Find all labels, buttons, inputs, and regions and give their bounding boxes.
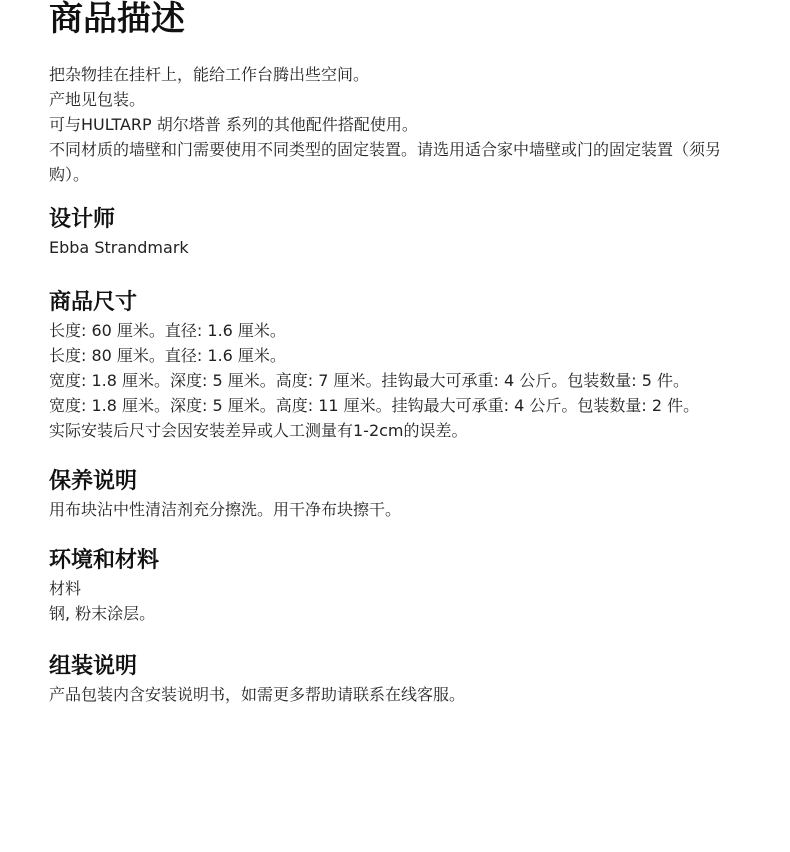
dimension-line: 长度: 60 厘米。直径: 1.6 厘米。 (49, 321, 286, 340)
environment-section (49, 546, 739, 626)
description-line: 不同材质的墙壁和门需要使用不同类型的固定装置。请选用适合家中墙壁或门的固定装置（须另购）。 (49, 140, 722, 184)
description-line: 产地见包装。 (49, 90, 146, 109)
care-heading: 保养说明 (49, 469, 138, 494)
care-text: 用布块沾中性清洁剂充分擦洗。用干净布块擦干。 (49, 500, 402, 519)
environment-heading: 环境和材料 (49, 548, 160, 573)
description-line: 可与HULTARP 胡尔塔普 系列的其他配件搭配使用。 (49, 115, 418, 134)
designer-name: Ebba Strandmark (49, 238, 189, 257)
designer-heading: 设计师 (49, 207, 116, 232)
dimension-line: 宽度: 1.8 厘米。深度: 5 厘米。高度: 7 厘米。挂钩最大可承重: 4 公斤。包装数量: 5 件。 (49, 371, 689, 390)
description-line: 把杂物挂在挂杆上，能给工作台腾出些空间。 (49, 65, 370, 84)
material-value: 钢, 粉末涂层。 (49, 604, 156, 623)
dimensions-section (49, 288, 739, 443)
dimensions-heading: 商品尺寸 (49, 290, 138, 315)
page-title: 商品描述 (49, 0, 185, 39)
assembly-text: 产品包装内含安装说明书，如需更多帮助请联系在线客服。 (49, 685, 466, 704)
material-label: 材料 (49, 579, 82, 598)
dimension-line: 长度: 80 厘米。直径: 1.6 厘米。 (49, 346, 286, 365)
dimension-line: 宽度: 1.8 厘米。深度: 5 厘米。高度: 11 厘米。挂钩最大可承重: 4 公斤。包装数量: 2 件。 (49, 396, 700, 415)
assembly-section (49, 652, 739, 707)
product-description (49, 62, 739, 187)
designer-section (49, 205, 739, 260)
dimension-note: 实际安装后尺寸会因安装差异或人工测量有1-2cm的误差。 (49, 421, 468, 440)
assembly-heading: 组装说明 (49, 654, 138, 679)
product-details-page (49, 0, 739, 707)
care-section (49, 467, 739, 522)
